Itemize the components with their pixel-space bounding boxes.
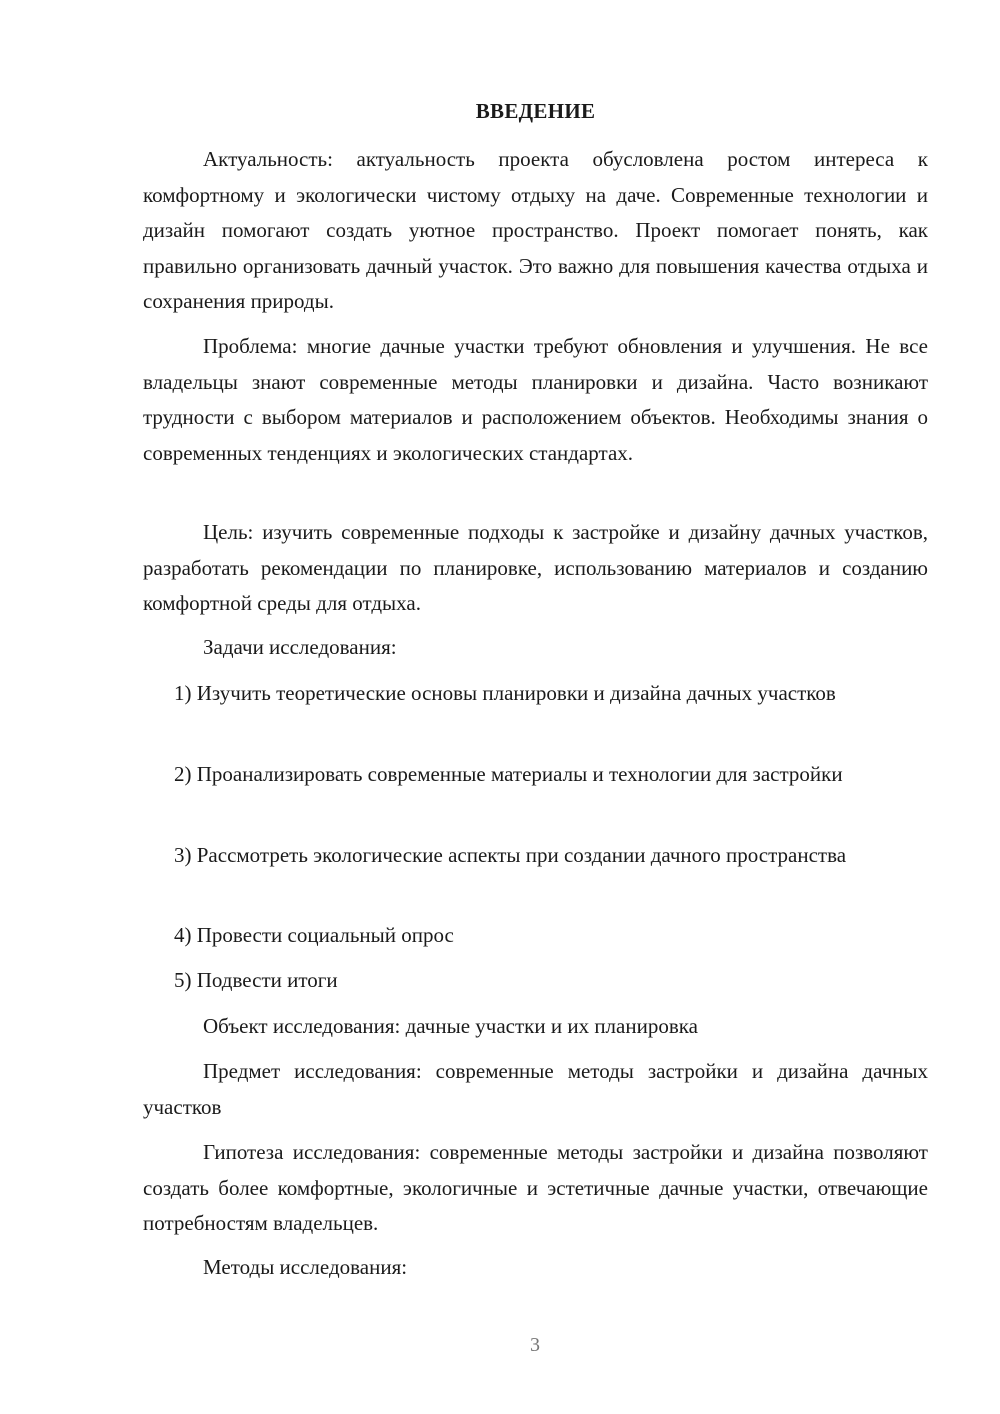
task-item-2: 2) Проанализировать современные материалы и технологии для застройки [174, 762, 843, 786]
hypothesis-paragraph: Гипотеза исследования: современные методы застройки и дизайна позволяют создать более комфортные, экологичные и эстетичные дачные участки, отвечающие потребностям владельцев. [143, 1140, 928, 1235]
task-item-4: 4) Провести социальный опрос [174, 923, 454, 947]
page-title: ВВЕДЕНИЕ [475, 99, 596, 123]
task-item-5: 5) Подвести итоги [174, 968, 338, 992]
relevance-paragraph: Актуальность: актуальность проекта обусловлена ростом интереса к комфортному и экологически чистому отдыху на даче. Современные технологии и дизайн помогают создать уютное пространство. Проект помогает понять, как правильно организовать дачный участок. Это важно для повышения качества отдыха и сохранения природы. [143, 147, 928, 313]
methods-heading: Методы исследования: [203, 1255, 408, 1279]
task-item-3: 3) Рассмотреть экологические аспекты при создании дачного пространства [174, 843, 847, 867]
tasks-heading: Задачи исследования: [203, 635, 397, 659]
subject-paragraph: Предмет исследования: современные методы застройки и дизайна дачных участков [143, 1059, 928, 1119]
task-item-1: 1) Изучить теоретические основы планировки и дизайна дачных участков [174, 681, 836, 705]
page-number: 3 [530, 1334, 540, 1356]
object-paragraph: Объект исследования: дачные участки и их планировка [203, 1014, 698, 1038]
goal-paragraph: Цель: изучить современные подходы к застройке и дизайну дачных участков, разработать рекомендации по планировке, использованию материалов и созданию комфортной среды для отдыха. [143, 520, 928, 615]
problem-paragraph: Проблема: многие дачные участки требуют обновления и улучшения. Не все владельцы знают современные методы планировки и дизайна. Часто возникают трудности с выбором материалов и расположением объектов. Необходимы знания о современных тенденциях и экологических стандартах. [143, 334, 928, 465]
